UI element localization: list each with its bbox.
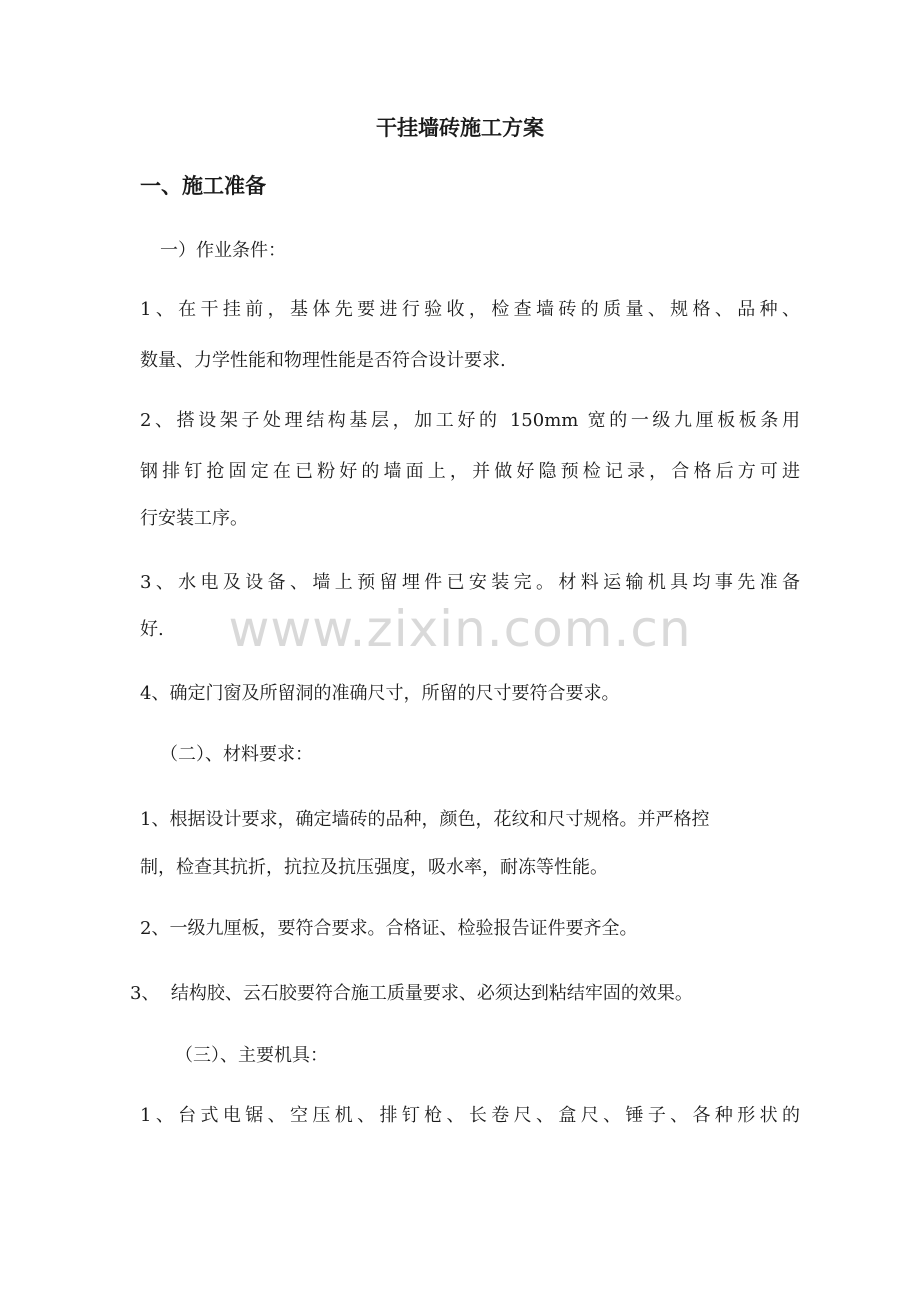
paragraph-line: 行安装工序。	[140, 508, 248, 529]
paragraph-line: 2、一级九厘板，要符合要求。合格证、检验报告证件要齐全。	[140, 918, 638, 939]
paragraph-line: 制，检查其抗折，抗拉及抗压强度，吸水率，耐冻等性能。	[140, 857, 608, 878]
paragraph-line: 3、水电及设备、墙上预留埋件已安装完。材料运输机具均事先准备	[140, 572, 800, 593]
paragraph-line: 数量、力学性能和物理性能是否符合设计要求.	[140, 350, 506, 371]
paragraph-line: 2、搭设架子处理结构基层，加工好的 150mm 宽的一级九厘板板条用	[140, 410, 800, 431]
paragraph-line: 1、根据设计要求，确定墙砖的品种，颜色，花纹和尺寸规格。并严格控	[140, 809, 710, 830]
page-title: 干挂墙砖施工方案	[376, 115, 544, 140]
subsection-heading-material-requirements: （二）、材料要求：	[160, 744, 313, 765]
subsection-heading-main-tools: （三）、主要机具：	[175, 1045, 328, 1066]
paragraph-line: 钢排钉抢固定在已粉好的墙面上，并做好隐预检记录，合格后方可进	[140, 461, 800, 482]
section-heading-preparation: 一、施工准备	[140, 173, 266, 198]
paragraph-line: 1、在干挂前，基体先要进行验收，检查墙砖的质量、规格、品种、	[140, 299, 800, 320]
subsection-heading-work-conditions: 一）作业条件：	[160, 240, 286, 261]
paragraph-line: 1、台式电锯、空压机、排钉枪、长卷尺、盒尺、锤子、各种形状的	[140, 1105, 800, 1126]
paragraph-line: 4、确定门窗及所留洞的准确尺寸，所留的尺寸要符合要求。	[140, 683, 620, 704]
paragraph-line: 3、 结构胶、云石胶要符合施工质量要求、必须达到粘结牢固的效果。	[130, 983, 693, 1004]
watermark: www.zixin.com.cn	[228, 600, 692, 658]
paragraph-line: 好.	[140, 619, 164, 640]
